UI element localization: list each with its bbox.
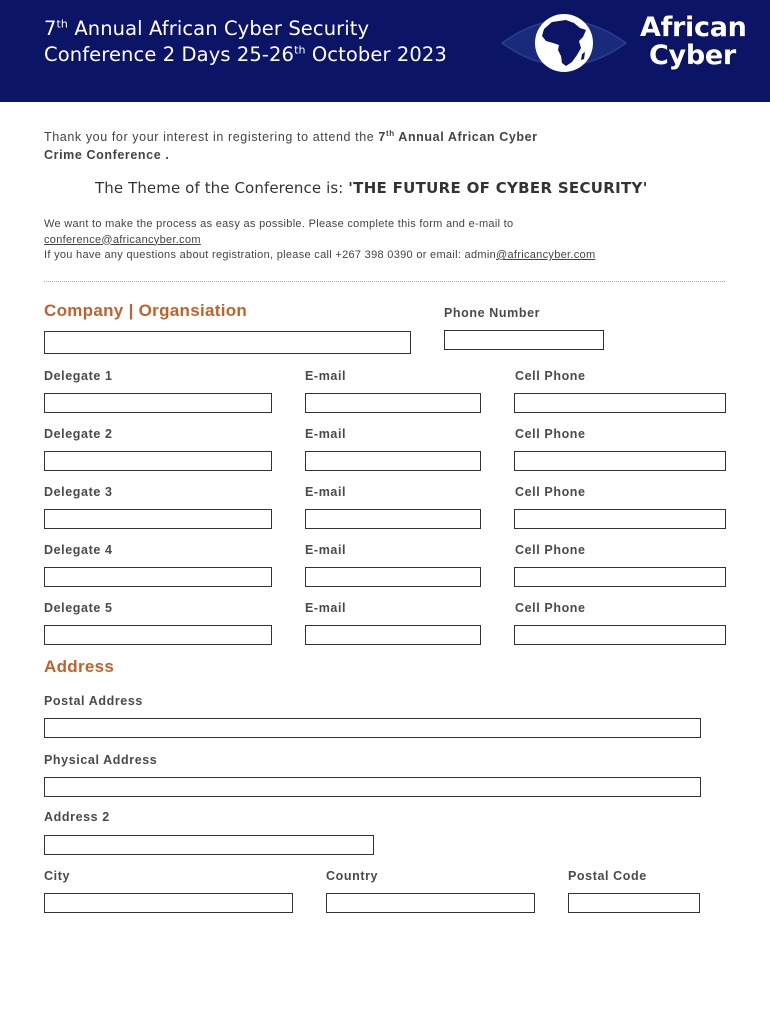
delegate-4-cell-label: Cell Phone: [515, 543, 586, 557]
city-label: City: [44, 869, 71, 883]
delegate-2-label: Delegate 2: [44, 427, 113, 441]
delegate-1-label: Delegate 1: [44, 369, 113, 383]
delegate-4-email-label: E-mail: [305, 543, 347, 557]
delegate-3-cell-label: Cell Phone: [515, 485, 586, 499]
delegate-1-name-input[interactable]: [44, 393, 272, 413]
delegate-5-name-input[interactable]: [44, 625, 272, 645]
delegate-1-email-label: E-mail: [305, 369, 347, 383]
delegate-4-label: Delegate 4: [44, 543, 113, 557]
delegate-4-email-input[interactable]: [305, 567, 481, 587]
physical-address-input[interactable]: [44, 777, 701, 797]
country-input[interactable]: [326, 893, 535, 913]
country-label: Country: [326, 869, 379, 883]
delegate-5-email-input[interactable]: [305, 625, 481, 645]
delegate-2-name-input[interactable]: [44, 451, 272, 471]
conference-email-link[interactable]: conference@africancyber.com: [44, 233, 201, 246]
address-2-label: Address 2: [44, 810, 110, 824]
delegate-3-email-input[interactable]: [305, 509, 481, 529]
city-input[interactable]: [44, 893, 293, 913]
delegate-1-cell-label: Cell Phone: [515, 369, 586, 383]
delegate-4-name-input[interactable]: [44, 567, 272, 587]
header-banner: [0, 0, 770, 102]
delegate-2-cell-label: Cell Phone: [515, 427, 586, 441]
instructions-text: We want to make the process as easy as possible. Please complete this form and e-mail to conference@africancyber.com If you have any questions about registration, please call +267 398 0390 or email: admin@africancyber.com: [44, 218, 596, 261]
physical-address-label: Physical Address: [44, 753, 158, 767]
delegate-3-email-label: E-mail: [305, 485, 347, 499]
phone-number-label: Phone Number: [444, 306, 541, 320]
delegate-5-cell-label: Cell Phone: [515, 601, 586, 615]
intro-text: Thank you for your interest in registering to attend the 7th Annual African Cyber Crime Conference .: [44, 128, 538, 162]
delegate-1-email-input[interactable]: [305, 393, 481, 413]
delegate-2-cell-input[interactable]: [514, 451, 726, 471]
delegate-3-cell-input[interactable]: [514, 509, 726, 529]
postal-code-label: Postal Code: [568, 869, 647, 883]
divider: [44, 281, 725, 282]
delegate-1-cell-input[interactable]: [514, 393, 726, 413]
postal-code-input[interactable]: [568, 893, 700, 913]
delegate-5-email-label: E-mail: [305, 601, 347, 615]
company-heading: Company | Organsiation: [44, 301, 248, 320]
african-cyber-logo-text: African Cyber: [640, 12, 747, 71]
delegate-2-email-label: E-mail: [305, 427, 347, 441]
delegate-3-label: Delegate 3: [44, 485, 113, 499]
africa-eye-logo-icon: [500, 10, 628, 76]
delegate-5-label: Delegate 5: [44, 601, 113, 615]
address-2-input[interactable]: [44, 835, 374, 855]
delegate-4-cell-input[interactable]: [514, 567, 726, 587]
postal-address-label: Postal Address: [44, 694, 143, 708]
postal-address-input[interactable]: [44, 718, 701, 738]
delegate-3-name-input[interactable]: [44, 509, 272, 529]
conference-title: 7th Annual African Cyber Security Conference 2 Days 25-26th October 2023: [44, 17, 447, 66]
conference-theme: The Theme of the Conference is: 'THE FUTURE OF CYBER SECURITY': [95, 179, 648, 197]
delegate-5-cell-input[interactable]: [514, 625, 726, 645]
address-heading: Address: [44, 657, 115, 676]
company-input[interactable]: [44, 331, 411, 354]
admin-email-link[interactable]: @africancyber.com: [496, 249, 596, 261]
phone-number-input[interactable]: [444, 330, 604, 350]
delegate-2-email-input[interactable]: [305, 451, 481, 471]
